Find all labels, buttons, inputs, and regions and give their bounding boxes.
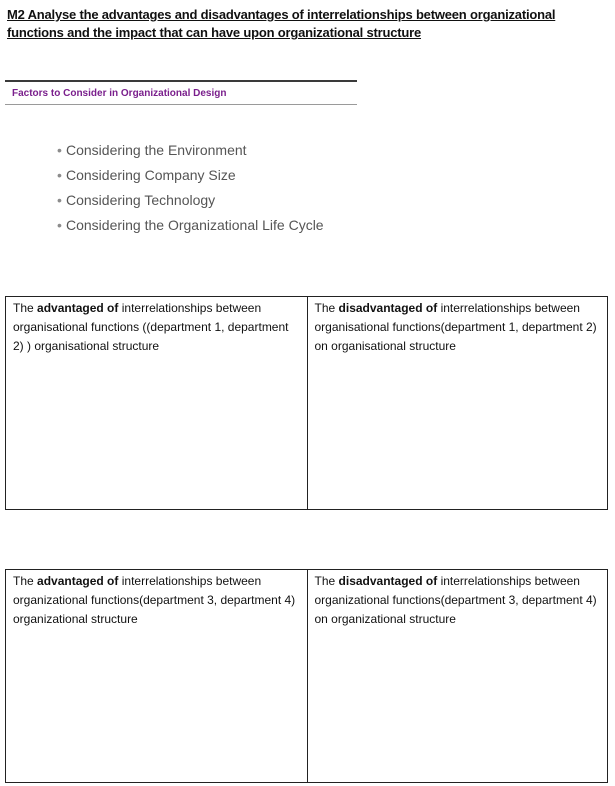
factors-slide-image (5, 80, 357, 233)
cell-emphasis: advantaged of (37, 574, 119, 588)
disadvantages-cell-1[interactable]: The disadvantaged of interrelationships between organisational functions(department 1, department 2) on organisational structure (307, 297, 608, 509)
factors-list-item: • Considering Company Size (57, 163, 324, 188)
heading-line-2: functions and the impact that can have upon organizational structure (7, 25, 422, 40)
comparison-table-2 (5, 569, 608, 783)
cell-emphasis: disadvantaged of (338, 574, 438, 588)
cell-emphasis: advantaged of (37, 301, 119, 315)
factors-list (57, 138, 324, 238)
page-heading (7, 6, 607, 42)
advantages-cell-2[interactable]: The advantaged of interrelationships between organizational functions(department 3, department 4) organizational structure (13, 574, 296, 626)
bullet-icon: • (57, 142, 62, 158)
disadvantages-cell-2[interactable]: The disadvantaged of interrelationships between organizational functions(department 3, department 4) on organizational structure (307, 570, 608, 782)
advantages-cell-1[interactable]: The advantaged of interrelationships between organisational functions ((department 1, department 2) ) organisational structure (13, 301, 289, 353)
cell-emphasis: disadvantaged of (338, 301, 438, 315)
title-divider (5, 104, 357, 105)
factors-list-item: • Considering the Organizational Life Cycle (57, 213, 324, 238)
bullet-icon: • (57, 217, 62, 233)
factors-list-item: • Considering Technology (57, 188, 324, 213)
factors-list-item: • Considering the Environment (57, 138, 324, 163)
bullet-icon: • (57, 192, 62, 208)
bullet-icon: • (57, 167, 62, 183)
top-divider (5, 80, 357, 82)
comparison-table-1 (5, 296, 608, 510)
heading-line-1: M2 Analyse the advantages and disadvantages of interrelationships between organizational (7, 7, 556, 22)
factors-title: Factors to Consider in Organizational Design (12, 88, 227, 99)
